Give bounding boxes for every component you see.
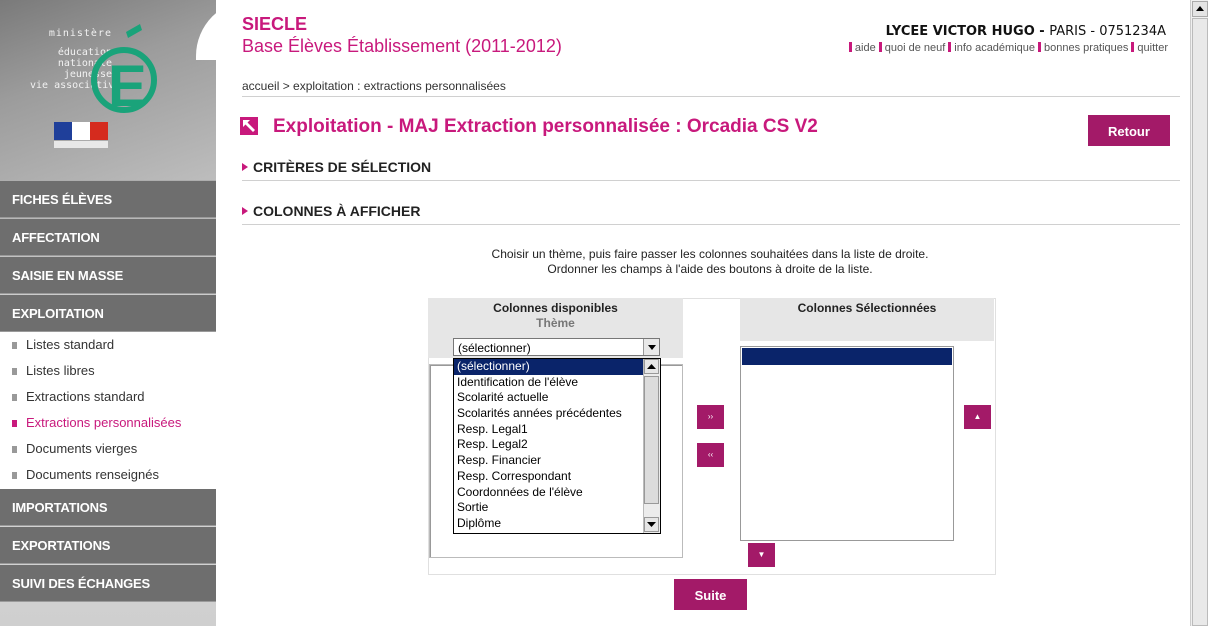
svg-text:E: E bbox=[108, 54, 147, 118]
link-quitter[interactable]: quitter bbox=[1137, 42, 1168, 54]
submenu-item-documents-renseignes[interactable] bbox=[0, 462, 216, 488]
dropdown-option[interactable]: Scolarités années précédentes bbox=[457, 406, 622, 421]
suite-button[interactable]: Suite bbox=[674, 579, 747, 610]
dropdown-option[interactable]: Identification de l'élève bbox=[457, 374, 579, 389]
selected-row-highlight[interactable] bbox=[742, 348, 952, 365]
submenu-item-listes-libres[interactable] bbox=[0, 358, 216, 384]
selected-columns-title: Colonnes Sélectionnées bbox=[797, 301, 937, 315]
section-label: COLONNES À AFFICHER bbox=[253, 203, 421, 219]
nav-affectation[interactable]: AFFECTATION bbox=[0, 219, 216, 256]
top-links bbox=[846, 42, 1168, 54]
nav-exportations[interactable]: EXPORTATIONS bbox=[0, 527, 216, 564]
theme-select-value: (sélectionner) bbox=[458, 341, 531, 355]
bullet-icon bbox=[12, 420, 17, 427]
exploitation-submenu bbox=[0, 332, 216, 489]
divider bbox=[242, 224, 1180, 225]
add-column-button[interactable]: ›› bbox=[697, 405, 724, 429]
dropdown-option[interactable]: Resp. Financier bbox=[457, 453, 542, 468]
app-name: SIECLE bbox=[242, 14, 308, 34]
dropdown-option[interactable]: (sélectionner) bbox=[454, 359, 660, 375]
submenu-item-listes-standard[interactable] bbox=[0, 332, 216, 358]
ministere-line: éducation bbox=[57, 47, 112, 58]
dropdown-option[interactable]: Scolarité actuelle bbox=[457, 390, 549, 405]
scroll-up-icon[interactable] bbox=[644, 359, 659, 374]
dropdown-scrollbar[interactable] bbox=[643, 359, 660, 533]
nav-importations[interactable]: IMPORTATIONS bbox=[0, 489, 216, 526]
submenu-item-label: Listes standard bbox=[26, 337, 115, 352]
move-down-button[interactable]: ▼ bbox=[748, 543, 775, 567]
link-separator bbox=[1038, 42, 1041, 52]
dropdown-option[interactable]: Resp. Legal2 bbox=[457, 437, 528, 452]
scroll-down-icon[interactable] bbox=[644, 517, 659, 532]
submenu-item-label: Extractions standard bbox=[26, 389, 145, 404]
school-name: LYCEE VICTOR HUGO bbox=[885, 24, 1035, 39]
bullet-icon bbox=[12, 342, 17, 349]
link-aide[interactable]: aide bbox=[854, 42, 876, 54]
section-colonnes-a-afficher[interactable] bbox=[242, 203, 420, 219]
available-columns-title: Colonnes disponibles bbox=[493, 301, 618, 315]
submenu-item-label: Documents vierges bbox=[26, 441, 138, 456]
retour-button[interactable]: Retour bbox=[1088, 115, 1170, 146]
nav-exploitation[interactable]: EXPLOITATION bbox=[0, 295, 216, 332]
instructions bbox=[400, 247, 1020, 277]
bullet-icon bbox=[12, 472, 17, 479]
bullet-icon bbox=[12, 394, 17, 401]
school-separator: - bbox=[1034, 24, 1050, 39]
nav-fiches-eleves[interactable]: FICHES ÉLÈVES bbox=[0, 181, 216, 218]
theme-dropdown-list[interactable] bbox=[453, 358, 661, 534]
link-separator bbox=[1131, 42, 1134, 52]
expand-triangle-icon bbox=[242, 163, 248, 171]
bullet-icon bbox=[12, 446, 17, 453]
submenu-item-label: Listes libres bbox=[26, 363, 95, 378]
school-city: PARIS bbox=[1049, 24, 1087, 39]
dropdown-option[interactable]: Resp. Correspondant bbox=[457, 468, 572, 483]
breadcrumb[interactable]: accueil > exploitation : extractions personnalisées bbox=[242, 79, 506, 93]
scrollbar-thumb[interactable] bbox=[1192, 18, 1208, 626]
ministere-line: vie associative bbox=[30, 80, 121, 91]
divider bbox=[242, 96, 1180, 97]
submenu-item-documents-vierges[interactable] bbox=[0, 436, 216, 462]
school-separator: - bbox=[1086, 24, 1100, 39]
arrow-corner-icon bbox=[240, 117, 258, 135]
link-separator bbox=[879, 42, 882, 52]
ministere-e-logo-icon bbox=[88, 22, 158, 118]
scrollbar-thumb[interactable] bbox=[644, 376, 659, 504]
bullet-icon bbox=[12, 368, 17, 375]
dropdown-option[interactable]: Sortie bbox=[457, 500, 489, 515]
selected-columns-list[interactable] bbox=[740, 346, 954, 541]
app-subtitle: Base Élèves Établissement (2011-2012) bbox=[242, 36, 562, 56]
dropdown-option[interactable]: Resp. Legal1 bbox=[457, 421, 528, 436]
sidebar bbox=[0, 0, 216, 626]
submenu-item-label: Documents renseignés bbox=[26, 467, 159, 482]
school-code: 0751234A bbox=[1099, 24, 1166, 39]
dropdown-option[interactable]: Diplôme bbox=[457, 515, 502, 530]
divider bbox=[242, 180, 1180, 181]
selected-columns-header bbox=[740, 298, 994, 341]
section-criteres-selection[interactable] bbox=[242, 159, 431, 175]
link-quoi-de-neuf[interactable]: quoi de neuf bbox=[884, 42, 946, 54]
theme-label: Thème bbox=[536, 316, 575, 330]
page-title: Exploitation - MAJ Extraction personnalisée : Orcadia CS V2 bbox=[273, 116, 818, 137]
scroll-up-icon[interactable] bbox=[1192, 1, 1208, 17]
instruction-line: Choisir un thème, puis faire passer les colonnes souhaitées dans la liste de droite. bbox=[491, 247, 929, 261]
link-separator bbox=[849, 42, 852, 52]
remove-column-button[interactable]: ‹‹ bbox=[697, 443, 724, 467]
theme-select[interactable] bbox=[453, 338, 660, 356]
instruction-line: Ordonner les champs à l'aide des boutons à droite de la liste. bbox=[547, 262, 873, 276]
ministere-label: ministère bbox=[48, 28, 112, 39]
submenu-item-label: Extractions personnalisées bbox=[26, 415, 182, 430]
dropdown-option[interactable]: Coordonnées de l'élève bbox=[457, 484, 583, 499]
move-up-button[interactable]: ▲ bbox=[964, 405, 991, 429]
ministere-line: jeunesse bbox=[63, 69, 112, 80]
submenu-item-extractions-personnalisees[interactable] bbox=[0, 410, 216, 436]
page-scrollbar[interactable] bbox=[1190, 0, 1208, 626]
nav-suivi-des-echanges[interactable]: SUIVI DES ÉCHANGES bbox=[0, 565, 216, 602]
school-info bbox=[886, 24, 1166, 39]
section-label: CRITÈRES DE SÉLECTION bbox=[253, 159, 432, 175]
ministere-line: nationale bbox=[57, 58, 112, 69]
link-separator bbox=[948, 42, 951, 52]
link-info-academique[interactable]: info académique bbox=[954, 42, 1036, 54]
submenu-item-extractions-standard[interactable] bbox=[0, 384, 216, 410]
link-bonnes-pratiques[interactable]: bonnes pratiques bbox=[1044, 42, 1129, 54]
nav-saisie-en-masse[interactable]: SAISIE EN MASSE bbox=[0, 257, 216, 294]
chevron-down-icon[interactable] bbox=[643, 339, 659, 355]
marianne-flag-icon bbox=[54, 122, 108, 148]
expand-triangle-icon bbox=[242, 207, 248, 215]
